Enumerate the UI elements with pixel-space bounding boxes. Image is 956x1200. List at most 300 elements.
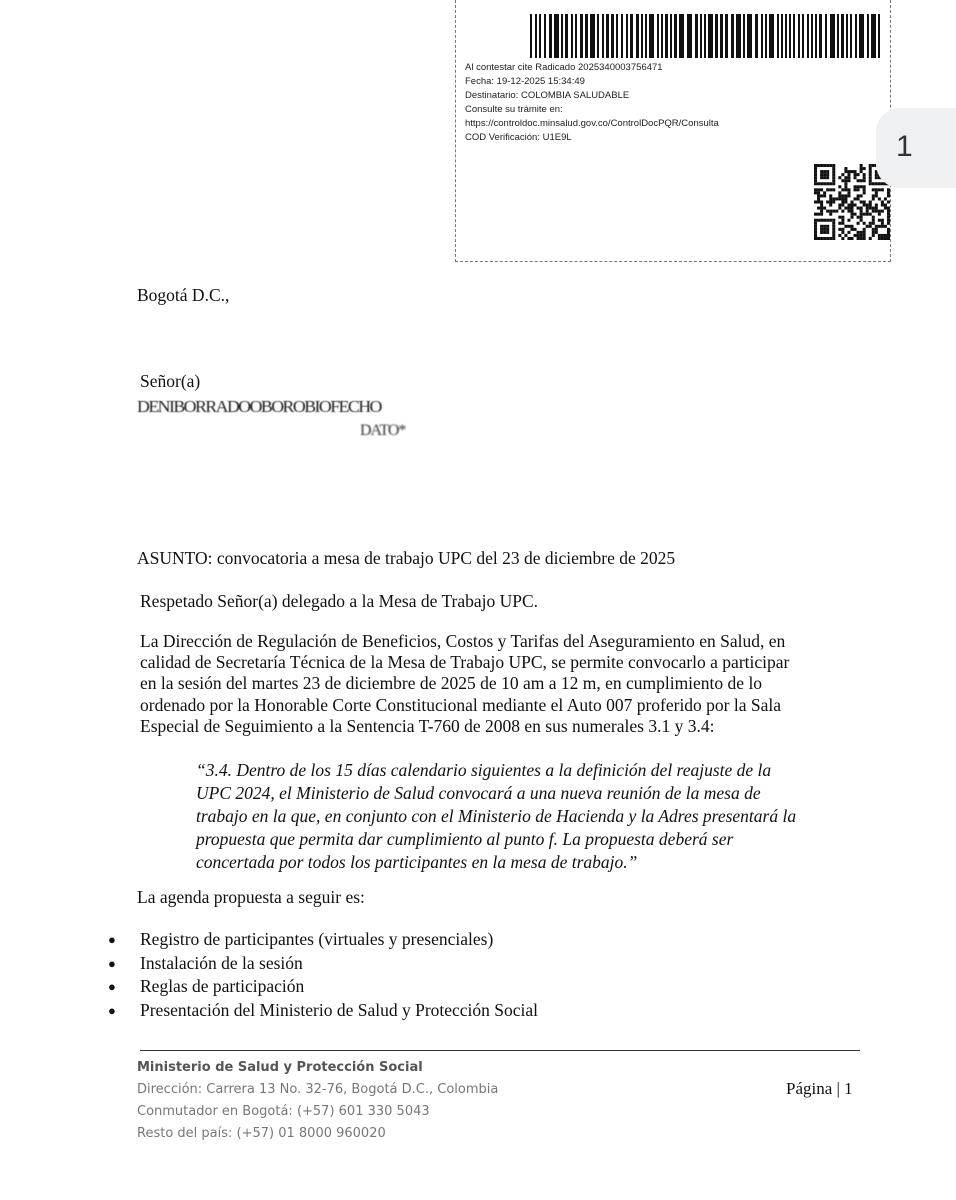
quote-line: trabajo en la que, en conjunto con el Ministerio de Hacienda y la Adres presentará la bbox=[196, 806, 797, 826]
qr-module bbox=[814, 167, 817, 170]
qr-module bbox=[844, 194, 847, 197]
qr-module bbox=[869, 237, 872, 240]
qr-module bbox=[844, 188, 847, 191]
qr-module bbox=[817, 191, 820, 194]
qr-module bbox=[838, 194, 841, 197]
court-quote bbox=[196, 759, 796, 874]
qr-module bbox=[841, 179, 844, 182]
qr-module bbox=[841, 219, 844, 222]
qr-module bbox=[844, 234, 847, 237]
qr-module bbox=[887, 234, 890, 237]
qr-module bbox=[832, 173, 835, 176]
qr-module bbox=[838, 197, 841, 200]
footer bbox=[137, 1057, 498, 1145]
qr-module bbox=[847, 194, 850, 197]
qr-module bbox=[844, 185, 847, 188]
qr-module bbox=[823, 207, 826, 210]
qr-module bbox=[823, 191, 826, 194]
qr-module bbox=[817, 182, 820, 185]
agenda-list bbox=[108, 928, 538, 1022]
qr-module bbox=[841, 231, 844, 234]
qr-module bbox=[854, 188, 857, 191]
qr-module bbox=[863, 237, 866, 240]
qr-module bbox=[829, 164, 832, 167]
agenda-intro: La agenda propuesta a seguir es: bbox=[137, 887, 365, 907]
place-line: Bogotá D.C., bbox=[137, 285, 230, 305]
page-indicator-number: 1 bbox=[896, 130, 913, 163]
qr-module bbox=[832, 219, 835, 222]
barcode-bar bbox=[736, 14, 741, 58]
qr-module bbox=[847, 210, 850, 213]
body-paragraph bbox=[140, 631, 789, 737]
qr-module bbox=[826, 237, 829, 240]
qr-module bbox=[881, 234, 884, 237]
qr-module bbox=[854, 197, 857, 200]
qr-module bbox=[844, 225, 847, 228]
qr-module bbox=[850, 237, 853, 240]
qr-module bbox=[878, 197, 881, 200]
qr-module bbox=[872, 234, 875, 237]
qr-module bbox=[866, 204, 869, 207]
qr-module bbox=[841, 210, 844, 213]
qr-module bbox=[838, 234, 841, 237]
stamp-cod: COD Verificación: U1E9L bbox=[465, 132, 572, 143]
barcode-bar bbox=[859, 14, 864, 58]
qr-module bbox=[881, 225, 884, 228]
qr-module bbox=[875, 204, 878, 207]
qr-module bbox=[887, 228, 890, 231]
barcode-bar bbox=[661, 14, 663, 58]
qr-module bbox=[826, 225, 829, 228]
qr-module bbox=[814, 225, 817, 228]
qr-module bbox=[875, 182, 878, 185]
qr-module bbox=[863, 222, 866, 225]
qr-module bbox=[814, 213, 817, 216]
barcode-bar bbox=[687, 14, 692, 58]
qr-module bbox=[863, 179, 866, 182]
bullet-icon: ● bbox=[108, 979, 116, 994]
qr-module bbox=[857, 237, 860, 240]
qr-module bbox=[823, 237, 826, 240]
barcode-bar bbox=[602, 14, 604, 58]
list-item bbox=[108, 952, 538, 976]
qr-module bbox=[817, 164, 820, 167]
qr-module bbox=[820, 200, 823, 203]
qr-module bbox=[881, 219, 884, 222]
quote-line: UPC 2024, el Ministerio de Salud convocará a una nueva reunión de la mesa de bbox=[196, 783, 761, 803]
qr-module bbox=[847, 176, 850, 179]
qr-module bbox=[872, 197, 875, 200]
qr-module bbox=[860, 185, 863, 188]
qr-module bbox=[832, 237, 835, 240]
barcode-bar bbox=[815, 14, 817, 58]
qr-module bbox=[875, 188, 878, 191]
barcode-bar bbox=[636, 14, 639, 58]
qr-module bbox=[826, 170, 829, 173]
quote-line: “3.4. Dentro de los 15 días calendario siguientes a la definición del reajuste de la bbox=[196, 760, 772, 780]
qr-module bbox=[832, 225, 835, 228]
qr-module bbox=[817, 207, 820, 210]
qr-module bbox=[817, 237, 820, 240]
qr-module bbox=[850, 210, 853, 213]
barcode-bar bbox=[571, 14, 573, 58]
barcode-bar bbox=[781, 14, 783, 58]
qr-module bbox=[887, 231, 890, 234]
qr-module bbox=[841, 188, 844, 191]
qr-module bbox=[847, 191, 850, 194]
qr-module bbox=[872, 210, 875, 213]
qr-module bbox=[823, 176, 826, 179]
qr-module bbox=[860, 210, 863, 213]
barcode-bar bbox=[544, 14, 546, 58]
barcode-bar bbox=[867, 14, 869, 58]
barcode-bar bbox=[725, 14, 728, 58]
qr-module bbox=[832, 188, 835, 191]
qr-module bbox=[814, 179, 817, 182]
qr-module bbox=[854, 204, 857, 207]
qr-module bbox=[872, 228, 875, 231]
qr-module bbox=[850, 200, 853, 203]
qr-module bbox=[820, 164, 823, 167]
qr-module bbox=[860, 167, 863, 170]
qr-module bbox=[820, 225, 823, 228]
qr-module bbox=[814, 237, 817, 240]
qr-module bbox=[866, 207, 869, 210]
quote-line: concertada por todos los participantes en la mesa de trabajo.” bbox=[196, 852, 638, 872]
qr-module bbox=[875, 194, 878, 197]
qr-module bbox=[814, 188, 817, 191]
qr-module bbox=[838, 222, 841, 225]
barcode-bar bbox=[871, 14, 876, 58]
barcode-bar bbox=[670, 14, 672, 58]
qr-module bbox=[866, 225, 869, 228]
qr-module bbox=[826, 200, 829, 203]
qr-module bbox=[838, 207, 841, 210]
page-number-label: Página | 1 bbox=[786, 1079, 853, 1098]
qr-module bbox=[844, 200, 847, 203]
recipient-line-1: DENIBORRADOOBOROBIOFECHO bbox=[137, 397, 381, 416]
qr-module bbox=[823, 228, 826, 231]
qr-module bbox=[814, 200, 817, 203]
barcode-bar bbox=[825, 14, 827, 58]
barcode-bar bbox=[695, 14, 698, 58]
qr-module bbox=[820, 207, 823, 210]
qr-module bbox=[875, 207, 878, 210]
qr-module bbox=[823, 173, 826, 176]
qr-module bbox=[881, 210, 884, 213]
qr-module bbox=[847, 173, 850, 176]
qr-module bbox=[860, 164, 863, 167]
qr-module bbox=[814, 228, 817, 231]
qr-module bbox=[841, 237, 844, 240]
qr-module bbox=[817, 219, 820, 222]
qr-module bbox=[881, 200, 884, 203]
qr-module bbox=[823, 170, 826, 173]
stamp-consulte: Consulte su trámite en: bbox=[465, 104, 563, 115]
qr-module bbox=[863, 176, 866, 179]
qr-module bbox=[881, 188, 884, 191]
qr-module bbox=[878, 188, 881, 191]
barcode-bar bbox=[580, 14, 583, 58]
qr-module bbox=[838, 216, 841, 219]
qr-module bbox=[884, 204, 887, 207]
barcode-bar bbox=[793, 14, 795, 58]
agenda-item-text: Instalación de la sesión bbox=[140, 952, 303, 973]
qr-module bbox=[875, 231, 878, 234]
body-line: Especial de Seguimiento a la Sentencia T-760 de 2008 en sus numerales 3.1 y 3.4: bbox=[140, 715, 715, 736]
qr-module bbox=[814, 219, 817, 222]
qr-module bbox=[829, 197, 832, 200]
qr-module bbox=[826, 173, 829, 176]
qr-module bbox=[820, 219, 823, 222]
barcode-bar bbox=[590, 14, 595, 58]
barcode-bar bbox=[850, 14, 852, 58]
qr-module bbox=[829, 194, 832, 197]
barcode-bar bbox=[554, 14, 559, 58]
qr-module bbox=[860, 216, 863, 219]
barcode-bar bbox=[621, 14, 623, 58]
barcode-bar bbox=[846, 14, 848, 58]
qr-module bbox=[860, 207, 863, 210]
qr-module bbox=[878, 219, 881, 222]
qr-module bbox=[814, 176, 817, 179]
qr-module bbox=[838, 176, 841, 179]
salutation-label: Señor(a) bbox=[140, 371, 201, 391]
qr-module bbox=[829, 210, 832, 213]
qr-module bbox=[875, 176, 878, 179]
qr-module bbox=[820, 188, 823, 191]
qr-module bbox=[826, 176, 829, 179]
barcode-bar bbox=[708, 14, 713, 58]
footer-org: Ministerio de Salud y Protección Social bbox=[137, 1060, 423, 1075]
qr-module bbox=[860, 170, 863, 173]
qr-module bbox=[881, 222, 884, 225]
stamp-info bbox=[465, 61, 719, 145]
qr-module bbox=[838, 191, 841, 194]
qr-module bbox=[832, 167, 835, 170]
qr-module bbox=[887, 188, 890, 191]
page-indicator-tab[interactable] bbox=[876, 108, 956, 188]
quote-line: propuesta que permita dar cumplimiento al punto f. La propuesta deberá ser bbox=[196, 829, 734, 849]
qr-module bbox=[860, 179, 863, 182]
agenda-item-text: Presentación del Ministerio de Salud y Protección Social bbox=[140, 999, 539, 1020]
qr-module bbox=[823, 219, 826, 222]
qr-module bbox=[820, 237, 823, 240]
qr-module bbox=[869, 176, 872, 179]
qr-module bbox=[829, 188, 832, 191]
barcode-bar bbox=[841, 14, 844, 58]
qr-module bbox=[884, 197, 887, 200]
qr-module bbox=[872, 231, 875, 234]
qr-module bbox=[820, 228, 823, 231]
greeting-line: Respetado Señor(a) delegado a la Mesa de Trabajo UPC. bbox=[140, 591, 539, 611]
qr-module bbox=[844, 207, 847, 210]
qr-module bbox=[869, 170, 872, 173]
barcode-bar bbox=[674, 14, 677, 58]
barcode-bar bbox=[630, 14, 633, 58]
barcode-bar bbox=[657, 14, 659, 58]
barcode-bar bbox=[743, 14, 745, 58]
qr-module bbox=[826, 182, 829, 185]
qr-module bbox=[820, 170, 823, 173]
qr-module bbox=[878, 237, 881, 240]
barcode-bar bbox=[565, 14, 568, 58]
barcode-bar bbox=[819, 14, 822, 58]
barcode-bar bbox=[747, 14, 752, 58]
qr-module bbox=[860, 194, 863, 197]
bullet-icon: ● bbox=[108, 955, 116, 971]
qr-module bbox=[854, 234, 857, 237]
barcode-bar bbox=[807, 14, 809, 58]
qr-module bbox=[854, 173, 857, 176]
stamp-fecha: Fecha: 19-12-2025 15:34:49 bbox=[465, 76, 585, 87]
list-item bbox=[108, 999, 538, 1023]
barcode-bar bbox=[649, 14, 654, 58]
barcode-bar bbox=[641, 14, 643, 58]
barcode-bar bbox=[765, 14, 767, 58]
qr-module bbox=[841, 204, 844, 207]
qr-module bbox=[863, 234, 866, 237]
qr-module bbox=[854, 176, 857, 179]
qr-module bbox=[829, 219, 832, 222]
barcode-bar bbox=[679, 14, 684, 58]
qr-module bbox=[872, 207, 875, 210]
qr-module bbox=[847, 225, 850, 228]
qr-module bbox=[850, 207, 853, 210]
qr-module bbox=[832, 234, 835, 237]
qr-module bbox=[878, 213, 881, 216]
body-line: ordenado por la Honorable Corte Constitucional mediante el Auto 007 proferido por la Sala bbox=[140, 694, 782, 715]
qr-module bbox=[872, 219, 875, 222]
qr-module bbox=[841, 222, 844, 225]
qr-module bbox=[820, 213, 823, 216]
barcode-bar bbox=[626, 14, 628, 58]
barcode-bar bbox=[755, 14, 758, 58]
qr-module bbox=[884, 207, 887, 210]
stamp-destinatario: Destinatario: COLOMBIA SALUDABLE bbox=[465, 90, 630, 101]
qr-module bbox=[869, 222, 872, 225]
barcode-bar bbox=[665, 14, 668, 58]
subject-line: ASUNTO: convocatoria a mesa de trabajo UPC del 23 de diciembre de 2025 bbox=[137, 548, 676, 568]
qr-module bbox=[829, 200, 832, 203]
qr-module bbox=[826, 210, 829, 213]
qr-module bbox=[832, 176, 835, 179]
qr-module bbox=[829, 213, 832, 216]
qr-module bbox=[878, 210, 881, 213]
qr-module bbox=[854, 185, 857, 188]
footer-national: Resto del país: (+57) 01 8000 960020 bbox=[137, 1126, 386, 1141]
qr-module bbox=[841, 216, 844, 219]
qr-module bbox=[878, 182, 881, 185]
qr-module bbox=[820, 182, 823, 185]
barcode-bar bbox=[878, 14, 880, 58]
qr-module bbox=[844, 197, 847, 200]
qr-module bbox=[863, 204, 866, 207]
qr-module bbox=[857, 197, 860, 200]
qr-module bbox=[866, 213, 869, 216]
qr-module bbox=[847, 188, 850, 191]
qr-module bbox=[887, 194, 890, 197]
qr-module bbox=[838, 204, 841, 207]
qr-module bbox=[844, 182, 847, 185]
qr-module bbox=[875, 225, 878, 228]
qr-module bbox=[860, 231, 863, 234]
qr-module bbox=[860, 200, 863, 203]
qr-module bbox=[887, 237, 890, 240]
qr-module bbox=[832, 231, 835, 234]
qr-module bbox=[826, 219, 829, 222]
qr-module bbox=[847, 179, 850, 182]
barcode-bar bbox=[597, 14, 599, 58]
qr-module bbox=[872, 222, 875, 225]
qr-module bbox=[847, 170, 850, 173]
qr-module bbox=[887, 213, 890, 216]
qr-module bbox=[841, 228, 844, 231]
barcode-bar bbox=[830, 14, 835, 58]
qr-module bbox=[863, 173, 866, 176]
qr-module bbox=[844, 170, 847, 173]
body-line: La Dirección de Regulación de Beneficios, Costos y Tarifas del Aseguramiento en Salud, en bbox=[140, 631, 786, 651]
list-item bbox=[108, 928, 538, 952]
qr-module bbox=[881, 182, 884, 185]
qr-module bbox=[850, 225, 853, 228]
qr-module bbox=[814, 191, 817, 194]
qr-module bbox=[869, 167, 872, 170]
qr-module bbox=[884, 237, 887, 240]
qr-module bbox=[854, 228, 857, 231]
barcode-bar bbox=[539, 14, 541, 58]
qr-module bbox=[857, 234, 860, 237]
barcode-bar bbox=[606, 14, 609, 58]
qr-module bbox=[869, 204, 872, 207]
footer-phone: Conmutador en Bogotá: (+57) 601 330 5043 bbox=[137, 1104, 430, 1119]
qr-module bbox=[838, 228, 841, 231]
footer-address: Dirección: Carrera 13 No. 32-76, Bogotá D.C., Colombia bbox=[137, 1082, 499, 1097]
qr-module bbox=[866, 210, 869, 213]
qr-module bbox=[857, 231, 860, 234]
barcode-bar bbox=[704, 14, 706, 58]
qr-module bbox=[826, 188, 829, 191]
qr-module bbox=[844, 176, 847, 179]
qr-module bbox=[814, 173, 817, 176]
qr-module bbox=[869, 207, 872, 210]
qr-module bbox=[887, 216, 890, 219]
recipient-line-2: DATO* bbox=[360, 422, 406, 439]
qr-module bbox=[869, 182, 872, 185]
qr-module bbox=[860, 213, 863, 216]
qr-module bbox=[863, 188, 866, 191]
qr-module bbox=[814, 164, 817, 167]
qr-module bbox=[847, 204, 850, 207]
barcode-bar bbox=[530, 14, 532, 58]
qr-module bbox=[850, 170, 853, 173]
qr-module bbox=[869, 164, 872, 167]
qr-module bbox=[814, 222, 817, 225]
qr-module bbox=[863, 213, 866, 216]
qr-module bbox=[832, 197, 835, 200]
qr-module bbox=[887, 200, 890, 203]
qr-module bbox=[829, 182, 832, 185]
barcode-bar bbox=[720, 14, 723, 58]
qr-module bbox=[872, 216, 875, 219]
qr-module bbox=[832, 164, 835, 167]
barcode-bar bbox=[855, 14, 857, 58]
qr-module bbox=[820, 231, 823, 234]
qr-module bbox=[857, 185, 860, 188]
qr-module bbox=[817, 197, 820, 200]
qr-module bbox=[823, 225, 826, 228]
qr-module bbox=[887, 207, 890, 210]
